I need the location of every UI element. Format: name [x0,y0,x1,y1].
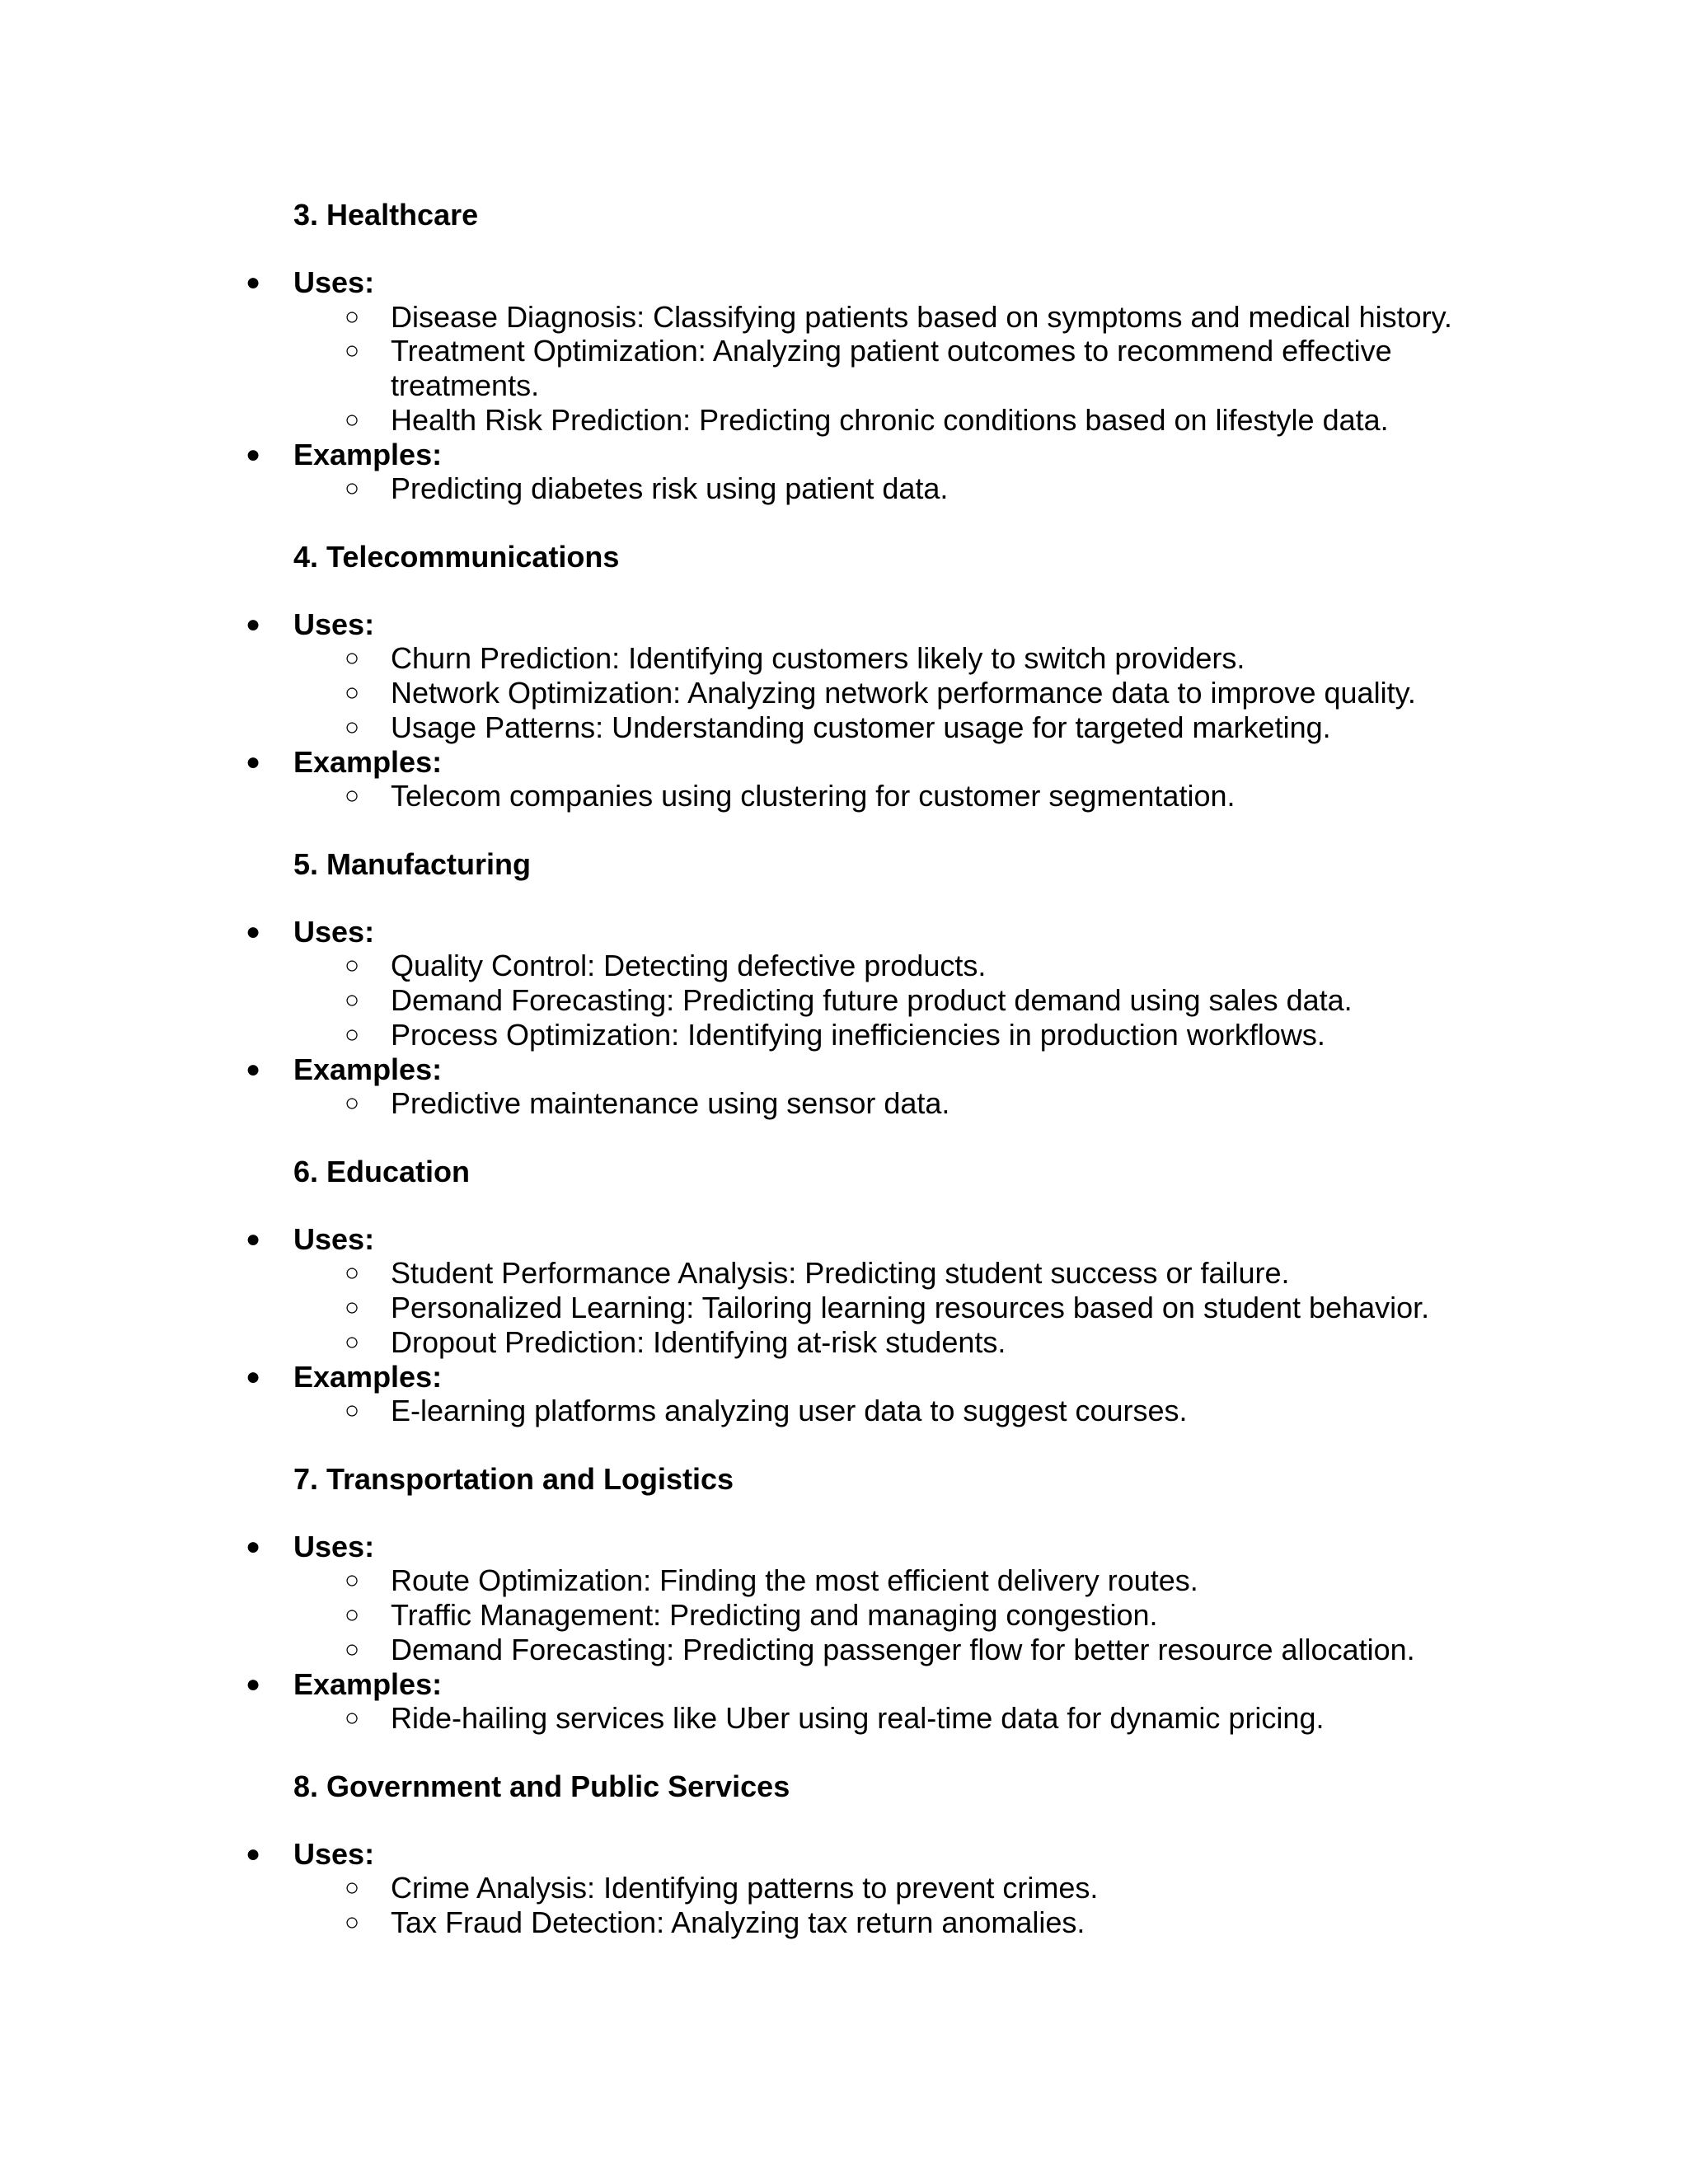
uses-label: Uses: [293,265,375,299]
uses-item-text: Crime Analysis: Identifying patterns to prevent crimes. [391,1871,1099,1905]
uses-label: Uses: [293,1221,375,1256]
uses-label: Uses: [293,1836,375,1871]
uses-item-text: Demand Forecasting: Predicting future product demand using sales data. [391,983,1353,1018]
examples-label: Examples: [293,1359,443,1394]
hollow-bullet-icon: ○ [345,952,360,980]
uses-item-text: Personalized Learning: Tailoring learning resources based on student behavior. [391,1291,1430,1325]
hollow-bullet-icon: ○ [345,405,360,434]
uses-item-text: Health Risk Prediction: Predicting chronic conditions based on lifestyle data. [391,402,1389,437]
examples-label: Examples: [293,437,443,471]
examples-label: Examples: [293,744,443,779]
hollow-bullet-icon: ○ [345,679,360,707]
bullet-icon: ● [246,917,261,945]
uses-label: Uses: [293,607,375,641]
uses-item-text: Churn Prediction: Identifying customers likely to switch providers. [391,641,1245,676]
hollow-bullet-icon: ○ [345,1397,360,1425]
bullet-icon: ● [246,440,261,468]
section-heading: 8. Government and Public Services [293,1769,790,1803]
bullet-icon: ● [246,269,261,296]
uses-item-text: Student Performance Analysis: Predicting student success or failure. [391,1256,1290,1291]
uses-item-text: treatments. [391,368,540,403]
section-heading: 6. Education [293,1154,471,1188]
hollow-bullet-icon: ○ [345,644,360,673]
hollow-bullet-icon: ○ [345,302,360,330]
bullet-icon: ● [246,1840,261,1868]
bullet-icon: ● [246,748,261,776]
uses-item-text: Usage Patterns: Understanding customer usage for targeted marketing. [391,710,1331,744]
hollow-bullet-icon: ○ [345,1635,360,1663]
uses-item-text: Route Optimization: Finding the most efficient delivery routes. [391,1563,1198,1598]
bullet-icon: ● [246,1532,261,1560]
hollow-bullet-icon: ○ [345,987,360,1015]
uses-item-text: Dropout Prediction: Identifying at-risk students. [391,1324,1006,1359]
uses-item-text: Network Optimization: Analyzing network performance data to improve quality. [391,676,1416,710]
hollow-bullet-icon: ○ [345,1567,360,1595]
hollow-bullet-icon: ○ [345,1020,360,1048]
uses-item-text: Traffic Management: Predicting and managing congestion. [391,1598,1158,1633]
hollow-bullet-icon: ○ [345,1294,360,1322]
hollow-bullet-icon: ○ [345,782,360,810]
examples-label: Examples: [293,1052,443,1086]
uses-item-text: Disease Diagnosis: Classifying patients based on symptoms and medical history. [391,299,1452,334]
uses-label: Uses: [293,1529,375,1563]
example-item-text: Ride-hailing services like Uber using real-time data for dynamic pricing. [391,1701,1325,1736]
uses-item-text: Quality Control: Detecting defective products. [391,949,987,983]
hollow-bullet-icon: ○ [345,713,360,741]
uses-item-text: Demand Forecasting: Predicting passenger flow for better resource allocation. [391,1632,1415,1666]
example-item-text: Predictive maintenance using sensor data. [391,1086,950,1121]
bullet-icon: ● [246,1362,261,1390]
uses-item-text: Process Optimization: Identifying inefficiencies in production workflows. [391,1017,1325,1052]
hollow-bullet-icon: ○ [345,1704,360,1732]
bullet-icon: ● [246,1670,261,1698]
example-item-text: Predicting diabetes risk using patient data. [391,471,949,506]
hollow-bullet-icon: ○ [345,1328,360,1356]
hollow-bullet-icon: ○ [345,1601,360,1629]
section-heading: 7. Transportation and Logistics [293,1461,734,1496]
bullet-icon: ● [246,1055,261,1083]
examples-label: Examples: [293,1666,443,1701]
section-heading: 5. Manufacturing [293,846,532,881]
uses-item-text: Treatment Optimization: Analyzing patient outcomes to recommend effective [391,334,1392,368]
hollow-bullet-icon: ○ [345,1259,360,1287]
bullet-icon: ● [246,610,261,638]
example-item-text: E-learning platforms analyzing user data to suggest courses. [391,1394,1188,1428]
hollow-bullet-icon: ○ [345,337,360,365]
hollow-bullet-icon: ○ [345,1909,360,1937]
bullet-icon: ● [246,1225,261,1253]
hollow-bullet-icon: ○ [345,1090,360,1118]
section-heading: 3. Healthcare [293,198,479,232]
uses-label: Uses: [293,914,375,949]
uses-item-text: Tax Fraud Detection: Analyzing tax return anomalies. [391,1905,1085,1940]
hollow-bullet-icon: ○ [345,1874,360,1902]
section-heading: 4. Telecommunications [293,539,620,574]
hollow-bullet-icon: ○ [345,475,360,503]
example-item-text: Telecom companies using clustering for customer segmentation. [391,779,1236,813]
